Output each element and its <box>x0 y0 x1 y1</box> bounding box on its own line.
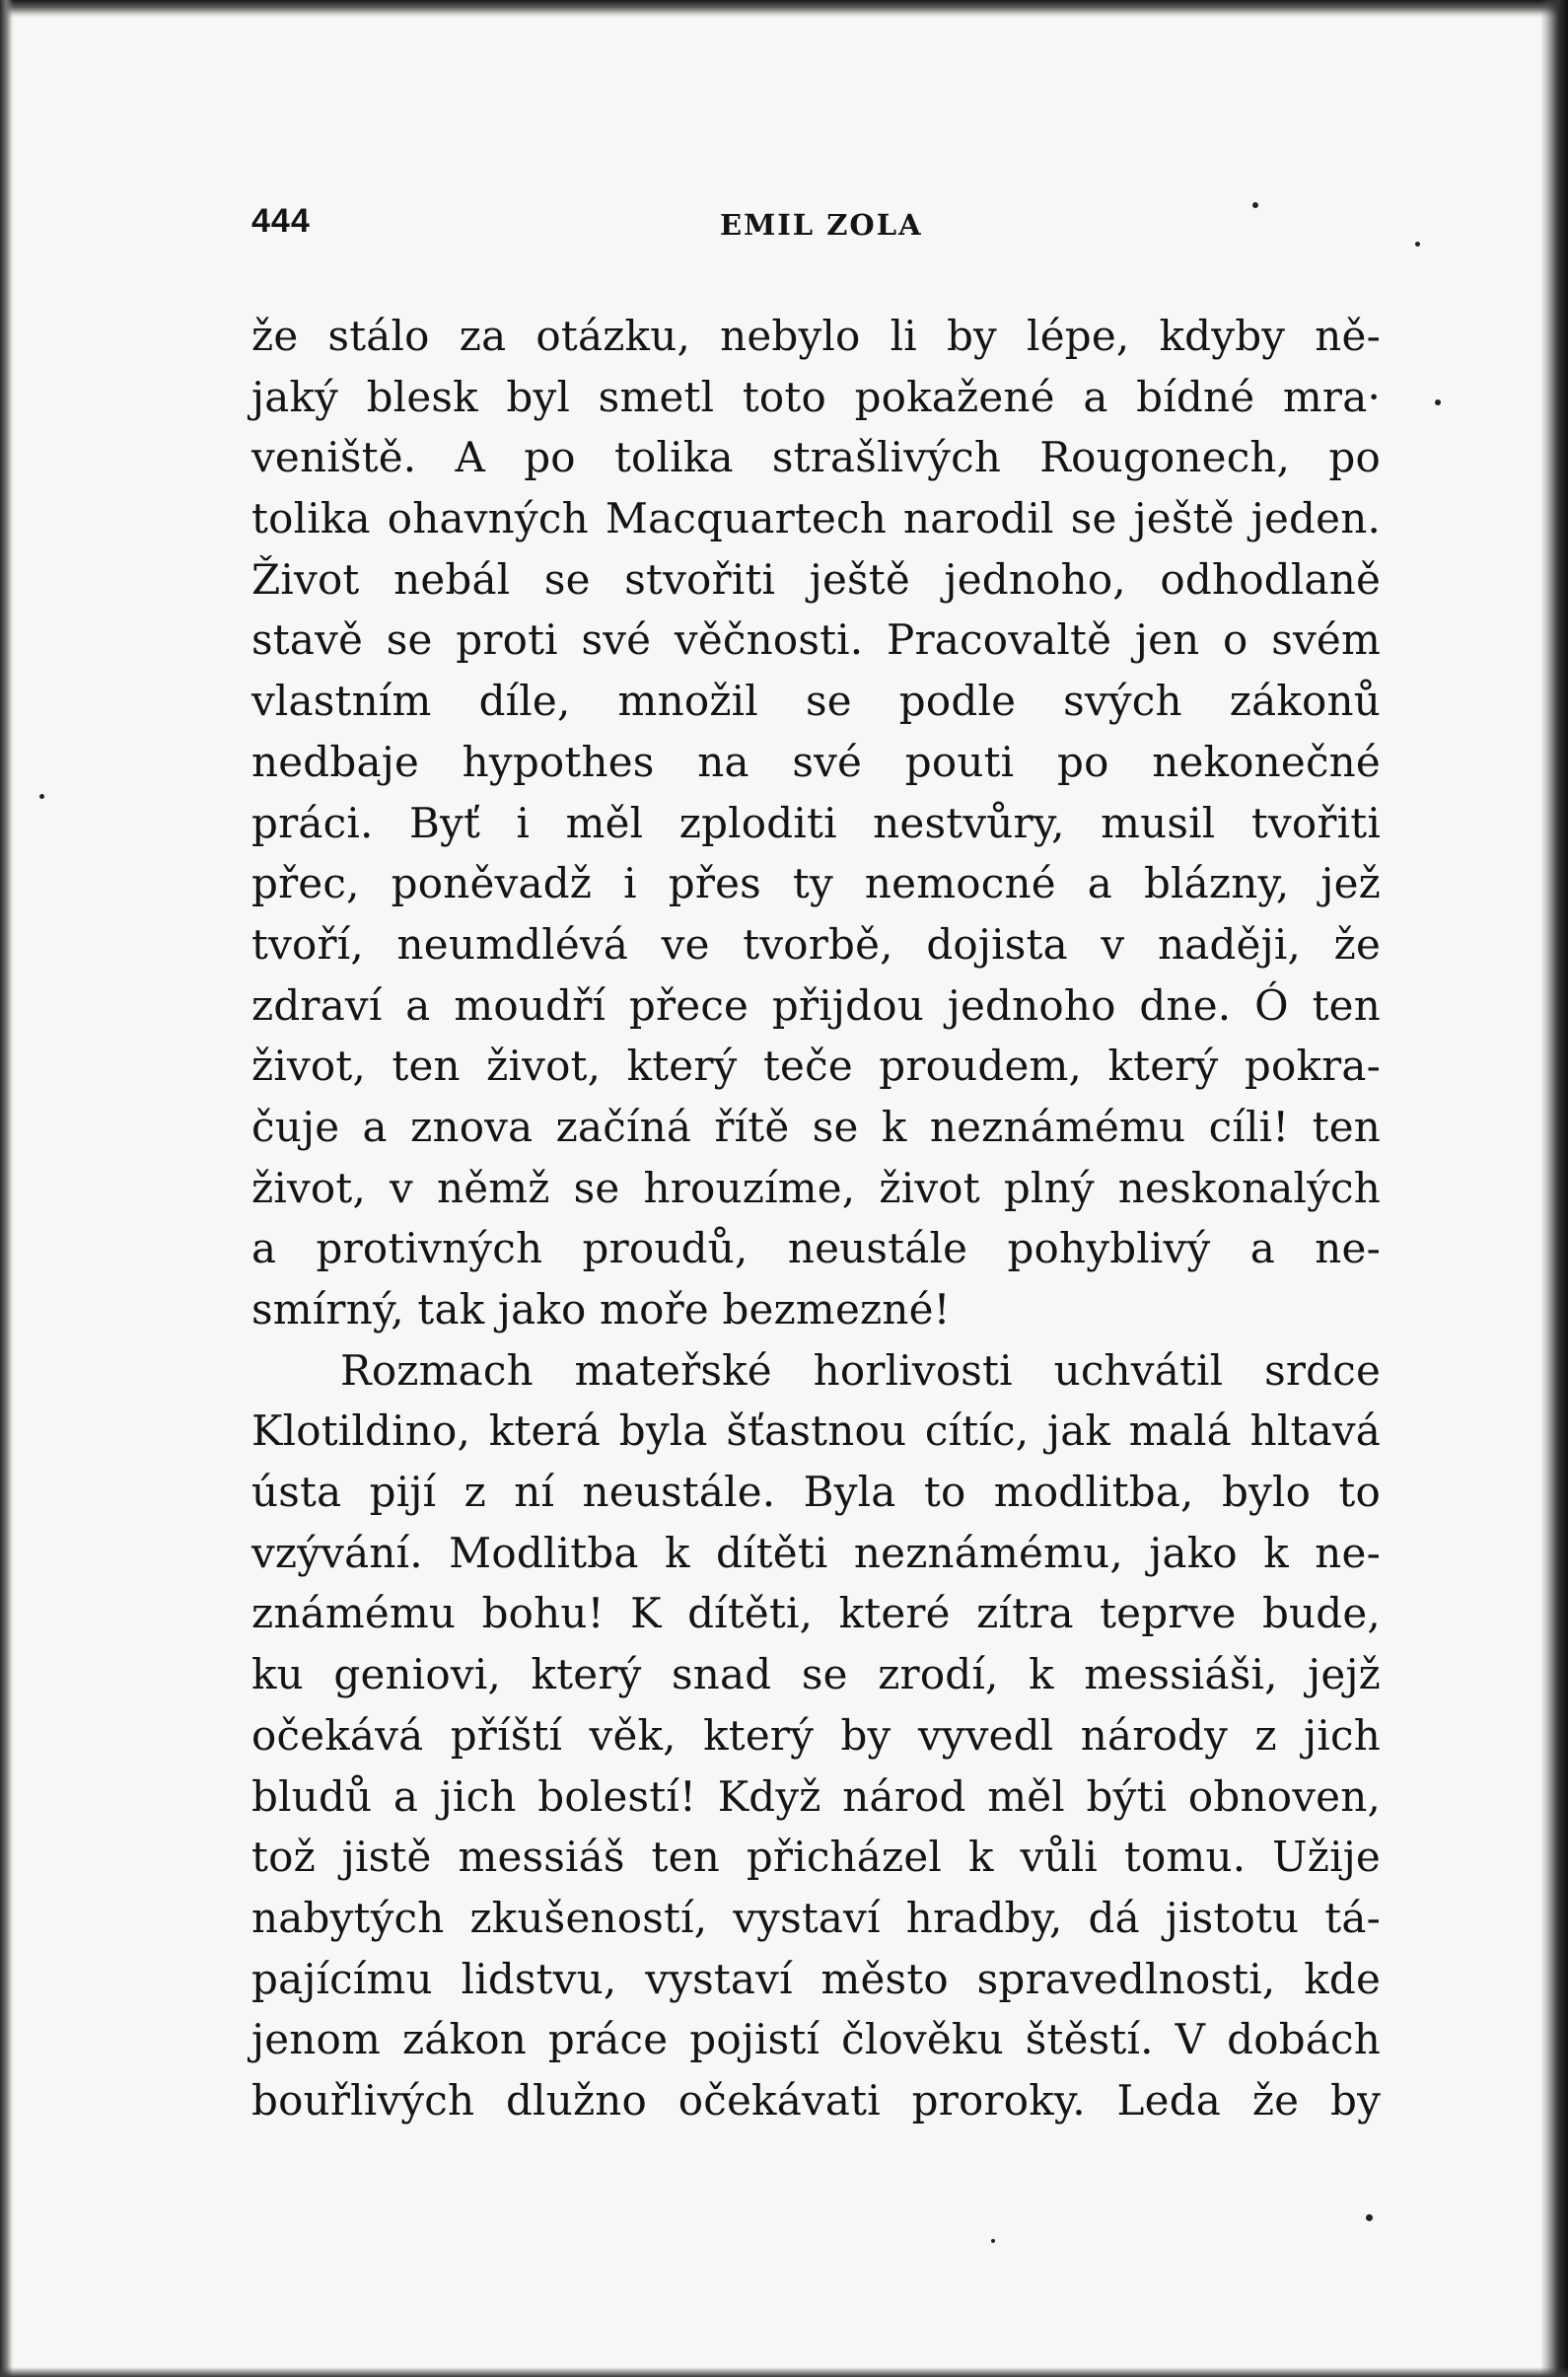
text-line: stavě se proti své věčnosti. Pracovaltě jen o svém <box>251 615 1381 665</box>
scan-speck <box>1435 399 1441 405</box>
text-line: pajícímu lidstvu, vystaví město spravedlnosti, kde <box>251 1954 1381 2003</box>
text-line: život, ten život, který teče proudem, který pokra- <box>251 1042 1381 1091</box>
text-line: známému bohu! K dítěti, které zítra teprve bude, <box>251 1589 1381 1638</box>
scan-edge-top <box>0 0 1568 18</box>
text-line: Rozmach mateřské horlivosti uchvátil srdce <box>340 1345 1381 1395</box>
text-line: práci. Byť i měl zploditi nestvůry, musil tvořiti <box>251 798 1381 847</box>
text-line: ústa pijí z ní neustále. Byla to modlitba, bylo to <box>251 1468 1381 1517</box>
scan-edge-bottom <box>0 2367 1568 2377</box>
scan-speck <box>39 794 44 799</box>
body-text <box>251 306 1381 2131</box>
text-line: Život nebál se stvořiti ještě jednoho, odhodlaně <box>251 554 1381 604</box>
text-line: nedbaje hypothes na své pouti po nekonečné <box>251 737 1381 786</box>
text-line: přec, poněvadž i přes ty nemocné a blázny, jež <box>251 859 1381 908</box>
text-line: vlastním díle, množil se podle svých zákonů <box>251 677 1381 726</box>
text-line: tolika ohavných Macquartech narodil se ještě jeden. <box>251 494 1381 543</box>
text-line: smírný, tak jako moře bezmezné! <box>251 1285 951 1333</box>
scan-speck <box>1366 2214 1373 2221</box>
scan-edge-right <box>1540 0 1568 2377</box>
text-line: nabytých zkušeností, vystaví hradby, dá jistotu tá- <box>251 1893 1381 1942</box>
text-line: tož jistě messiáš ten přicházel k vůli tomu. Užije <box>251 1833 1381 1882</box>
text-line: ku geniovi, který snad se zrodí, k messiáši, jejž <box>251 1650 1381 1699</box>
scan-edge-left <box>0 0 14 2377</box>
text-line: jenom zákon práce pojistí člověku štěstí. V dobách <box>251 2015 1381 2064</box>
scan-speck <box>991 2239 995 2243</box>
text-line: vzývání. Modlitba k dítěti neznámému, jako k ne- <box>251 1528 1381 1577</box>
text-line: život, v němž se hrouzíme, život plný neskonalých <box>251 1163 1381 1212</box>
text-line: očekává příští věk, který by vyvedl národy z jich <box>251 1710 1381 1760</box>
text-line: tvoří, neumdlévá ve tvorbě, dojista v naději, že <box>251 919 1381 969</box>
text-line: že stálo za otázku, nebylo li by lépe, kdyby ně- <box>251 312 1381 360</box>
text-line: čuje a znova začíná řítě se k neznámému cíli! ten <box>251 1102 1381 1151</box>
text-line: jaký blesk byl smetl toto pokažené a bídné mra· <box>251 372 1381 421</box>
text-line: bouřlivých dlužno očekávati proroky. Leda že by <box>251 2075 1381 2125</box>
running-head <box>251 202 1381 252</box>
scan-speck <box>1415 242 1420 247</box>
text-line: Klotildino, která byla šťastnou cítíc, jak malá hltavá <box>251 1406 1381 1456</box>
text-line: a protivných proudů, neustále pohyblivý a ne- <box>251 1224 1381 1273</box>
text-line: zdraví a moudří přece přijdou jednoho dne. Ó ten <box>251 980 1381 1030</box>
running-title: EMIL ZOLA <box>720 208 923 242</box>
page-number: 444 <box>251 202 311 240</box>
text-line: bludů a jich bolestí! Když národ měl býti obnoven, <box>251 1771 1381 1821</box>
text-line: veniště. A po tolika strašlivých Rougonech, po <box>251 433 1381 482</box>
